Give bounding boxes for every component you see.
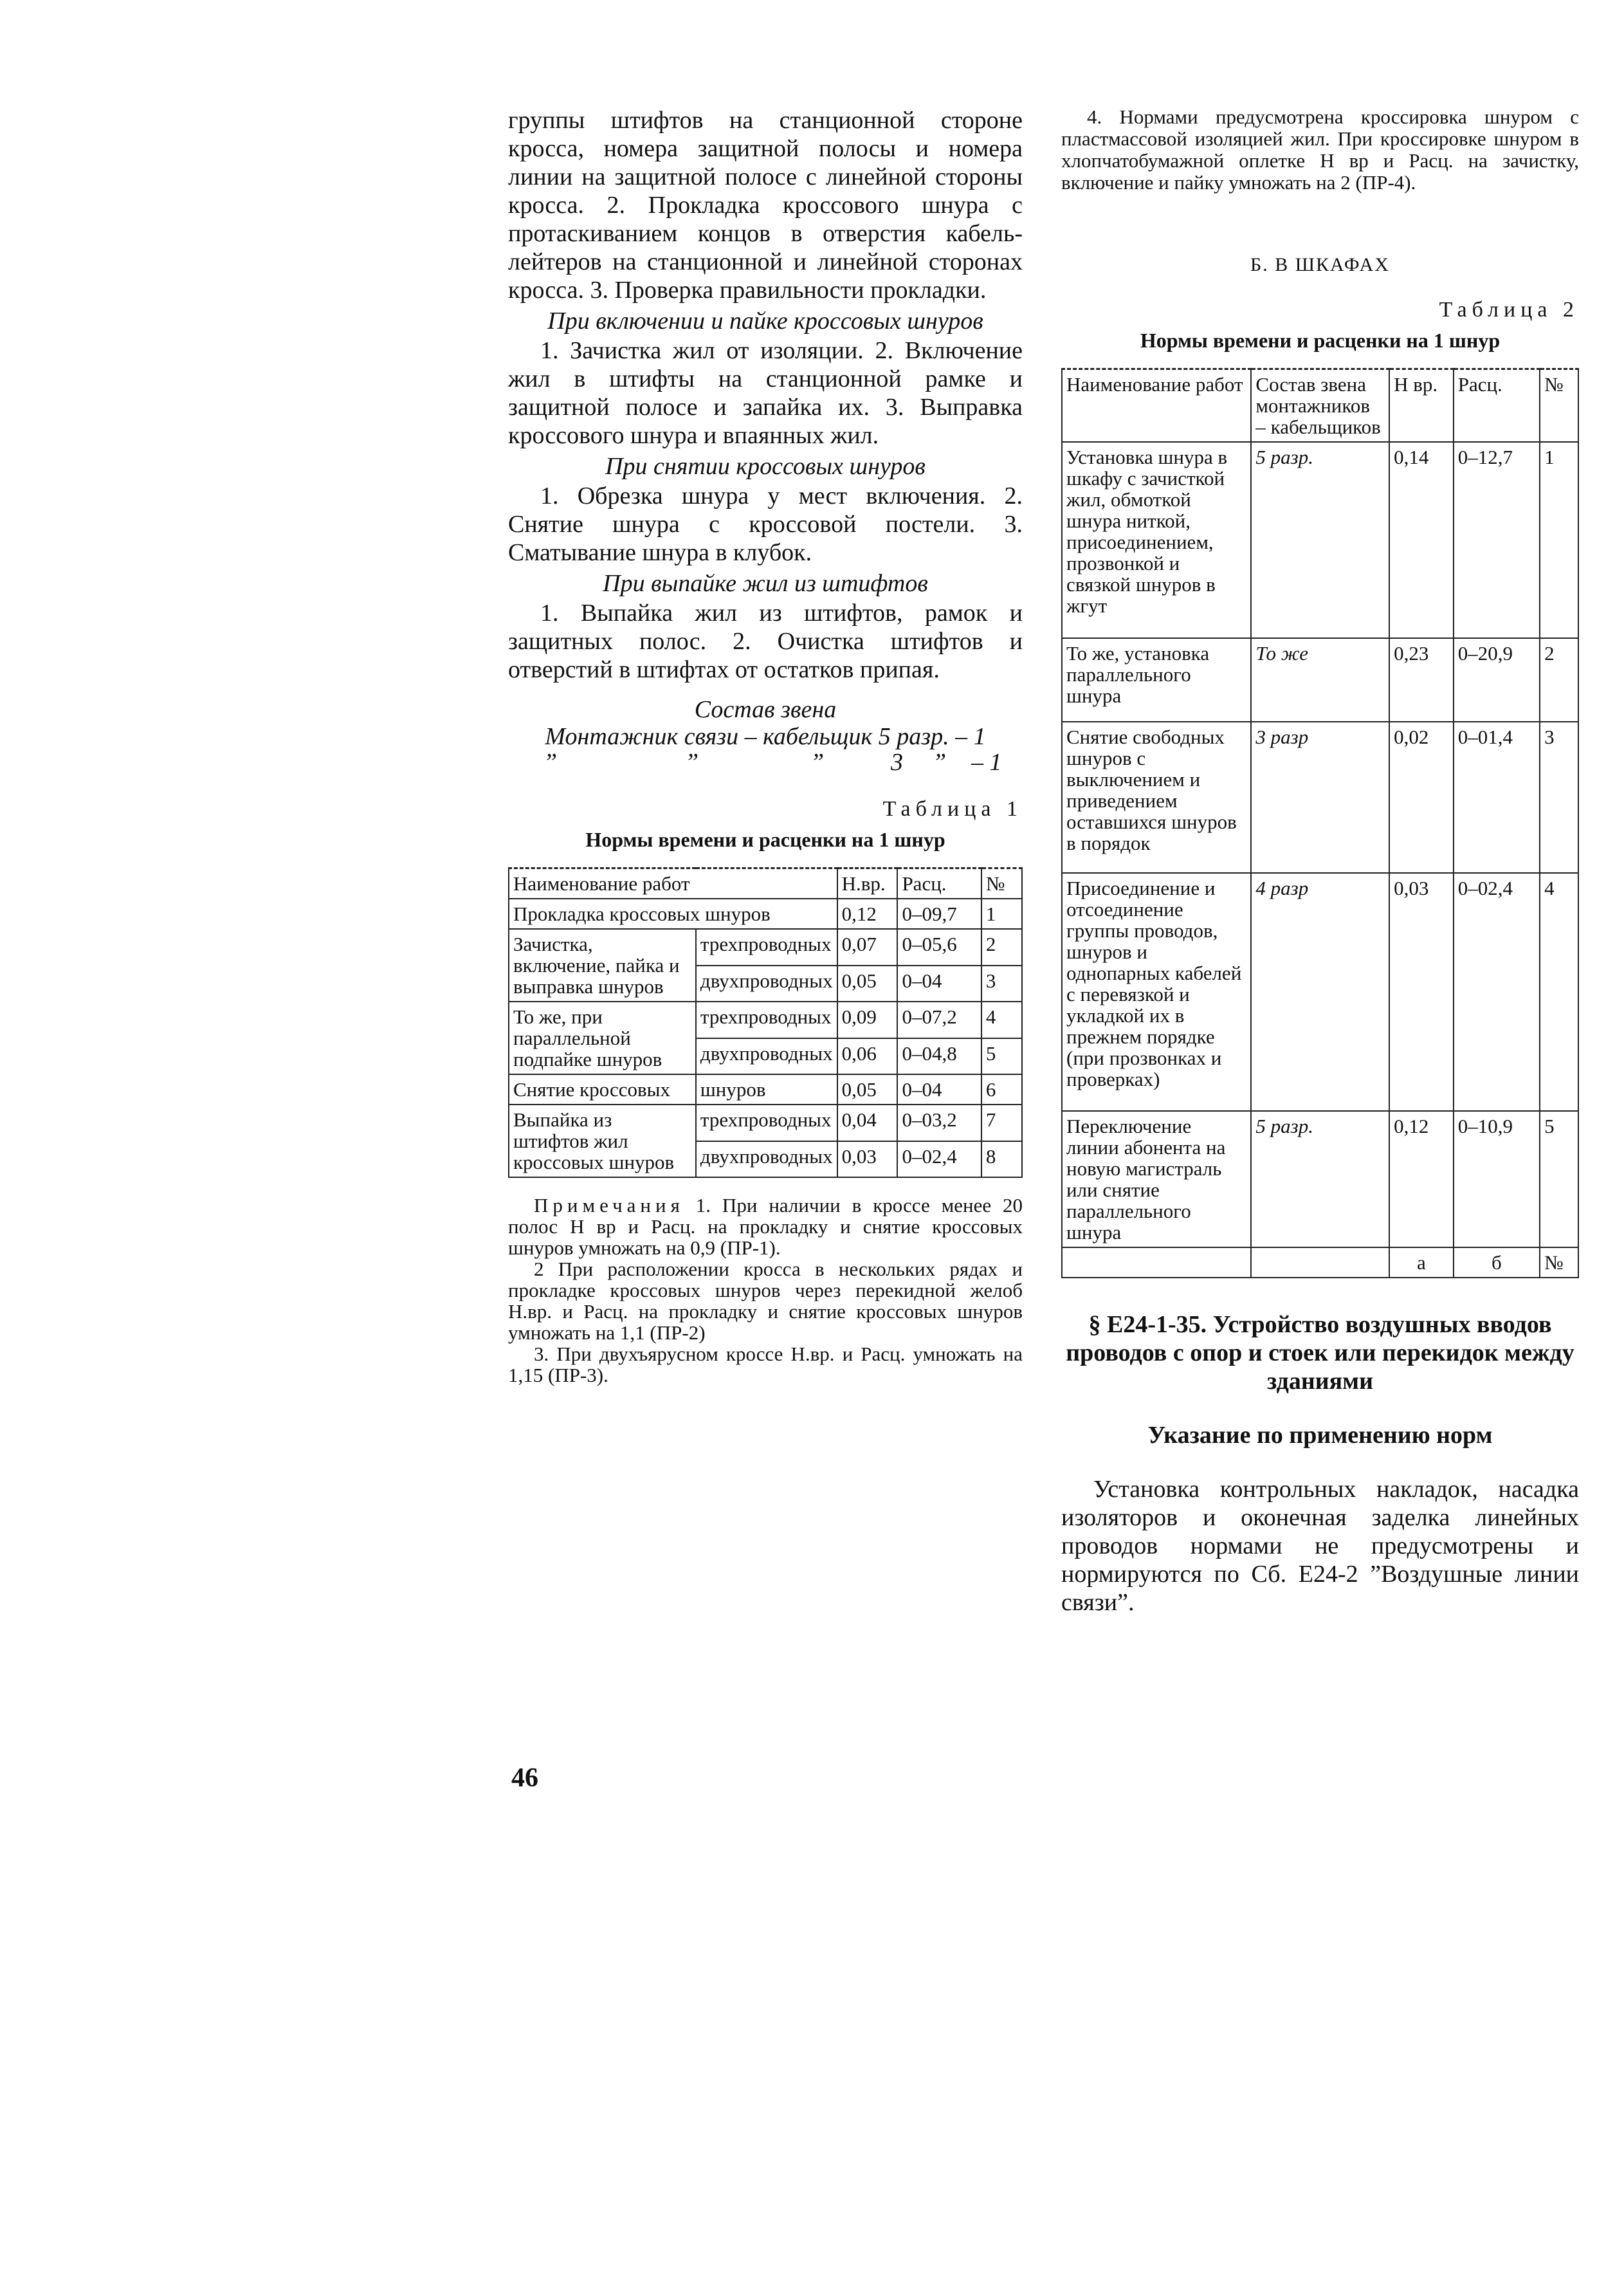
section-text-snyatie: 1. Обрезка шнура у мест включения. 2. Снятие шнура с кроссовой постели. 3. Сматывание шнура в клубок. <box>508 482 1023 566</box>
section-title-snyatie: При снятии кроссовых шнуров <box>605 453 926 480</box>
cell-sub: двухпроводных <box>696 1038 837 1075</box>
table-row <box>1062 638 1578 722</box>
cell-sub: трехпроводных <box>696 1002 837 1038</box>
cell-sub: двухпроводных <box>696 1141 837 1178</box>
cell-rasc: 0–07,2 <box>897 1002 981 1038</box>
cell-no: 8 <box>981 1141 1022 1178</box>
cell-sub: трехпроводных <box>696 1105 837 1141</box>
section-title-vypayka: При выпайке жил из штифтов <box>603 570 928 597</box>
cell-name: Переключение линии абонента на новую магистраль или снятие параллельного шнура <box>1062 1111 1251 1247</box>
cell-nvr: 0,14 <box>1389 442 1454 638</box>
footer-cell <box>1251 1247 1389 1278</box>
cell-nvr: 0,09 <box>837 1002 898 1038</box>
notes-block <box>508 1195 1023 1386</box>
cell-sostav: 4 разр <box>1251 873 1389 1111</box>
cell-nvr: 0,12 <box>1389 1111 1454 1247</box>
table2-header: Расц. <box>1454 369 1540 443</box>
paragraph-title: § Е24-1-35. Устройство воздушных вводов проводов с опор и стоек или перекидок между зданиями <box>1066 1311 1574 1395</box>
ditto-mark: ” <box>685 749 699 776</box>
table2-title: Нормы времени и расценки на 1 шнур <box>1140 329 1501 352</box>
cell-no: 2 <box>981 929 1022 966</box>
cell-no: 4 <box>981 1002 1022 1038</box>
cell-rasc: 0–03,2 <box>897 1105 981 1141</box>
cell-no: 1 <box>981 899 1022 929</box>
table1-label: Таблица 1 <box>882 797 1023 821</box>
table2-header: Наименование работ <box>1062 369 1251 443</box>
cell-nvr: 0,03 <box>1389 873 1454 1111</box>
cell-nvr: 0,03 <box>837 1141 898 1178</box>
cell-nvr: 0,06 <box>837 1038 898 1075</box>
cell-name: Зачистка, включение, пайка и выправка шнуров <box>509 929 696 1002</box>
cell-rasc: 0–04,8 <box>897 1038 981 1075</box>
footer-cell <box>1062 1247 1251 1278</box>
cell-no: 5 <box>1540 1111 1578 1247</box>
cell-sub: двухпроводных <box>696 966 837 1002</box>
table1 <box>508 867 1023 1178</box>
table2-header: Состав звена монтажников – кабельщиков <box>1251 369 1389 443</box>
cell-nvr: 0,05 <box>837 1074 898 1105</box>
table2-header: Н вр. <box>1389 369 1454 443</box>
notes-label: Примечания <box>534 1194 684 1216</box>
cell-no: 3 <box>1540 722 1578 873</box>
ditto-grade: 3 <box>891 749 903 776</box>
table2-header-row <box>1062 369 1578 443</box>
table-row <box>509 929 1022 966</box>
cell-no: 2 <box>1540 638 1578 722</box>
cell-nvr: 0,12 <box>837 899 898 929</box>
table-row <box>1062 873 1578 1111</box>
cell-rasc: 0–01,4 <box>1454 722 1540 873</box>
section-text-vklyuchenie: 1. Зачистка жил от изоляции. 2. Включение жил в штифты на станционной рамке и защитной полосе и запайка их. 3. Выправка кроссового шнура и впаянных жил. <box>508 337 1023 449</box>
table-row <box>1062 442 1578 638</box>
table-row <box>1062 1111 1578 1247</box>
table1-header: № <box>981 868 1022 899</box>
cell-rasc: 0–02,4 <box>1454 873 1540 1111</box>
table-row <box>509 1105 1022 1141</box>
note-1-text: 1. При наличии в кроссе менее 20 полос Н вр и Расц. на прокладку и снятие кроссовых шнуров умножать на 0,9 (ПР-1). <box>508 1194 1023 1259</box>
cell-nvr: 0,07 <box>837 929 898 966</box>
ditto-mark: ” <box>543 749 558 776</box>
section-title-vklyuchenie: При включении и пайке кроссовых шнуров <box>547 307 983 335</box>
cell-name: Выпайка из штифтов жил кроссовых шнуров <box>509 1105 696 1177</box>
cell-rasc: 0–02,4 <box>897 1141 981 1178</box>
note-4: 4. Нормами предусмотрена кроссировка шнуром с пластмассовой изоляцией жил. При кроссировке шнуром в хлопчатобумажной оплетке Н вр и Расц. на зачистку, включение и пайку умножать на 2 (ПР-4). <box>1061 106 1579 194</box>
ukazanie-text: Установка контрольных накладок, насадка изоляторов и оконечная заделка линейных проводов нормами не предусмотрены и нормируются по Сб. Е24-2 ”Воздушные линии связи”. <box>1061 1476 1579 1616</box>
table2-footer-row <box>1062 1247 1578 1278</box>
table1-header-row <box>509 868 1022 899</box>
note-3: 3. При двухъярусном кроссе Н.вр. и Расц. умножать на 1,15 (ПР-3). <box>508 1343 1023 1386</box>
table1-header: Н.вр. <box>837 868 898 899</box>
section-text-vypayka: 1. Выпайка жил из штифтов, рамок и защитных полос. 2. Очистка штифтов и отверстий в штифтах от остатков припая. <box>508 600 1023 683</box>
cell-nvr: 0,23 <box>1389 638 1454 722</box>
cell-sostav: 5 разр. <box>1251 442 1389 638</box>
cell-sostav: То же <box>1251 638 1389 722</box>
table-row <box>1062 722 1578 873</box>
page-number: 46 <box>511 1763 538 1793</box>
cell-sub: трехпроводных <box>696 929 837 966</box>
cell-rasc: 0–12,7 <box>1454 442 1540 638</box>
ukazanie-heading: Указание по применению норм <box>1147 1422 1493 1449</box>
table2-header: № <box>1540 369 1578 443</box>
cell-no: 5 <box>981 1038 1022 1075</box>
footer-cell: № <box>1540 1247 1578 1278</box>
note-2: 2 При расположении кросса в нескольких рядах и прокладке кроссовых шнуров через перекидной желоб Н.вр. и Расц. на прокладку и снятие кроссовых шнуров умножать на 1,1 (ПР-2) <box>508 1258 1023 1344</box>
cell-nvr: 0,05 <box>837 966 898 1002</box>
note-1 <box>508 1195 1023 1258</box>
ditto-mark: ” <box>933 749 947 776</box>
cell-rasc: 0–20,9 <box>1454 638 1540 722</box>
table2 <box>1061 368 1579 1278</box>
cell-name: Установка шнура в шкафу с зачисткой жил, обмоткой шнура ниткой, присоединением, прозвонкой и связкой шнуров в жгут <box>1062 442 1251 638</box>
cell-name: То же, при параллельной подпайке шнуров <box>509 1002 696 1074</box>
cell-nvr: 0,02 <box>1389 722 1454 873</box>
table-row <box>509 1002 1022 1038</box>
table2-label: Таблица 2 <box>1439 298 1579 322</box>
cell-no: 1 <box>1540 442 1578 638</box>
cell-name: То же, установка параллельного шнура <box>1062 638 1251 722</box>
cell-rasc: 0–05,6 <box>897 929 981 966</box>
section-b-heading: Б. В ШКАФАХ <box>1250 254 1390 275</box>
cell-rasc: 0–04 <box>897 1074 981 1105</box>
cell-name: Прокладка кроссовых шнуров <box>509 899 837 929</box>
cell-rasc: 0–10,9 <box>1454 1111 1540 1247</box>
zveno-line-2 <box>508 749 1023 775</box>
cell-name: Присоединение и отсоединение группы проводов, шнуров и однопарных кабелей с перевязкой и укладкой их в прежнем порядке (при прозвонках и проверках) <box>1062 873 1251 1111</box>
zveno-line-1: Монтажник связи – кабельщик 5 разр. – 1 <box>545 723 986 750</box>
cell-no: 6 <box>981 1074 1022 1105</box>
table-row <box>509 899 1022 929</box>
table1-header: Расц. <box>897 868 981 899</box>
cell-no: 7 <box>981 1105 1022 1141</box>
zveno-title: Состав звена <box>694 696 837 723</box>
left-column <box>508 106 1023 1386</box>
cell-no: 3 <box>981 966 1022 1002</box>
cell-name: Снятие свободных шнуров с выключением и приведением оставшихся шнуров в порядок <box>1062 722 1251 873</box>
ditto-count: – 1 <box>971 749 1002 776</box>
cell-nvr: 0,04 <box>837 1105 898 1141</box>
table1-title: Нормы времени и расценки на 1 шнур <box>585 828 945 851</box>
footer-cell: б <box>1454 1247 1540 1278</box>
cell-sub: шнуров <box>696 1074 837 1105</box>
cell-no: 4 <box>1540 873 1578 1111</box>
cell-rasc: 0–04 <box>897 966 981 1002</box>
cell-sostav: 5 разр. <box>1251 1111 1389 1247</box>
ditto-mark: ” <box>810 749 825 776</box>
cell-name: Снятие кроссовых <box>509 1074 696 1105</box>
table1-header: Наименование работ <box>509 868 837 899</box>
cell-rasc: 0–09,7 <box>897 899 981 929</box>
right-column <box>1061 106 1579 1617</box>
footer-cell: а <box>1389 1247 1454 1278</box>
table-row <box>509 1074 1022 1105</box>
cell-sostav: 3 разр <box>1251 722 1389 873</box>
intro-paragraph: группы штифтов на станционной стороне кросса, номера защитной полосы и номера линии на защитной полосе с линейной стороны кросса. 2. Прокладка кроссового шнура с протаскиванием концов в отверстия кабель-лейтеров на станционной и линейной сторонах кросса. 3. Проверка правильности прокладки. <box>508 107 1023 304</box>
